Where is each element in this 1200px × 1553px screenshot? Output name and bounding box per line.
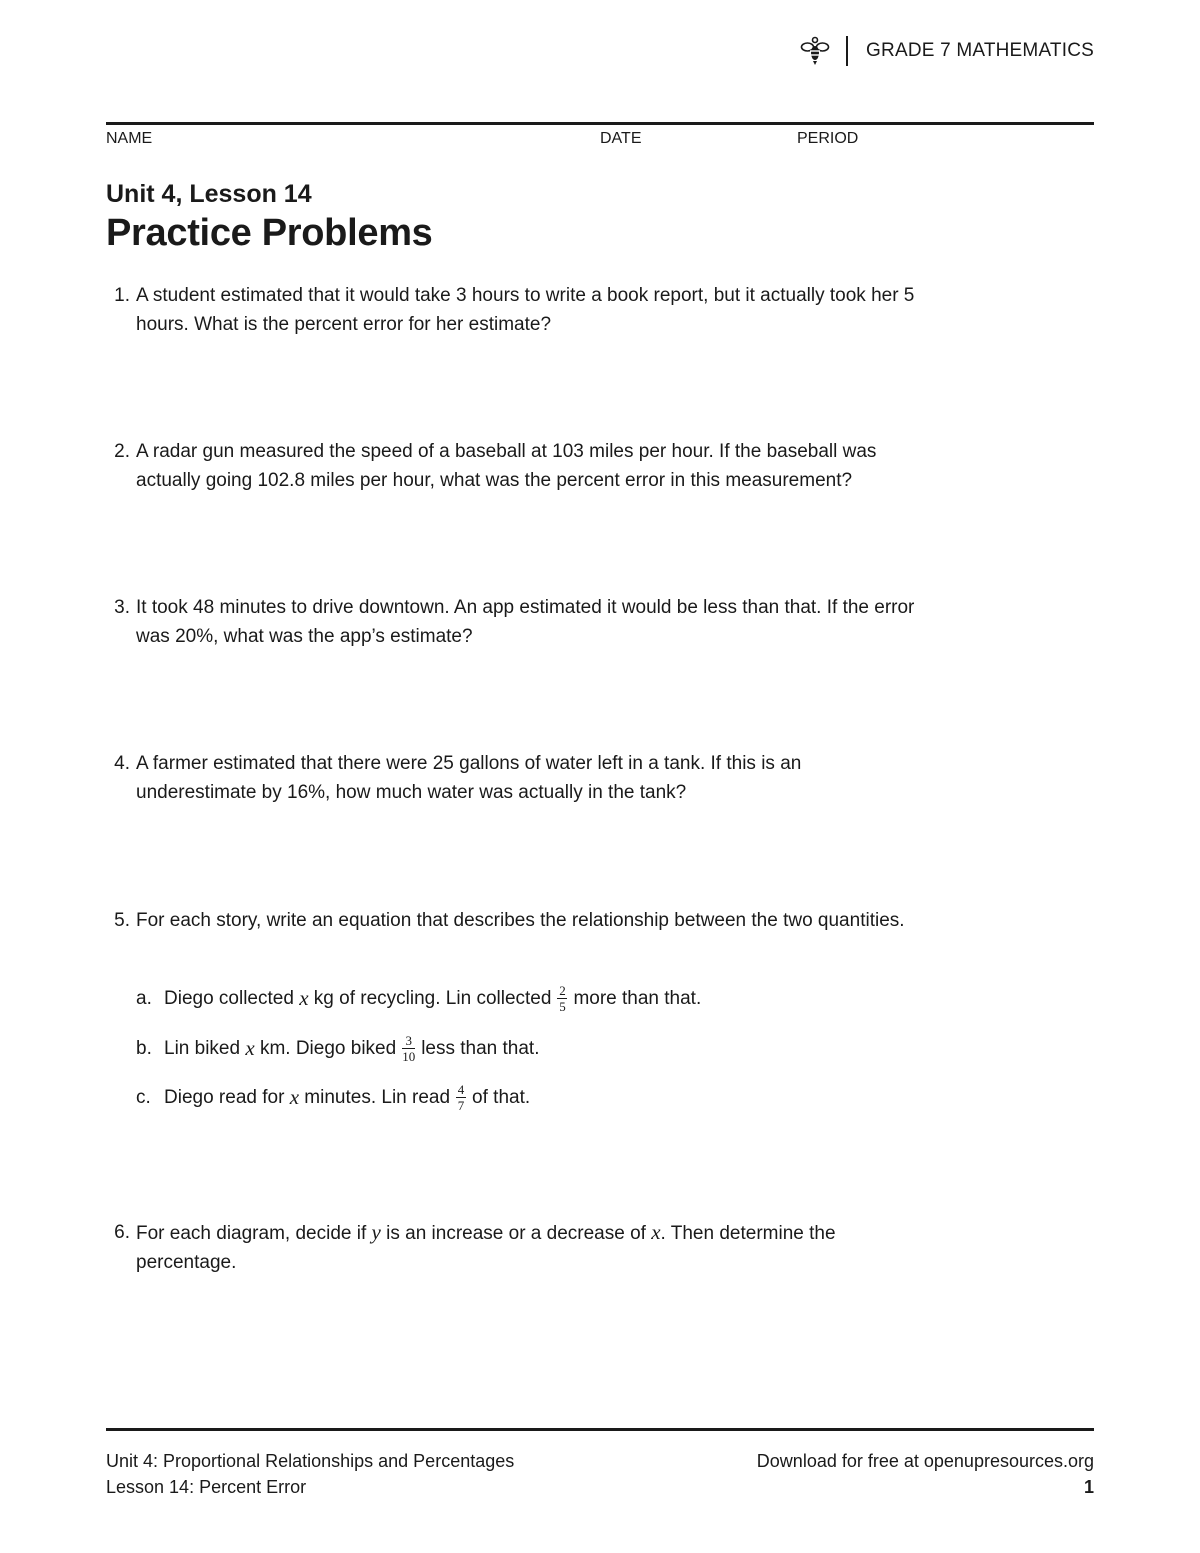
page-title: Practice Problems [106, 212, 433, 254]
fraction-denominator: 10 [402, 1049, 416, 1064]
problem-text-part: For each diagram, decide if [136, 1223, 372, 1244]
subpart-b [136, 1034, 539, 1063]
subpart-text: km. Diego biked [254, 1038, 397, 1059]
fraction-numerator: 2 [559, 983, 566, 998]
subpart-letter: a. [136, 988, 152, 1009]
fraction-denominator: 5 [559, 999, 566, 1014]
variable-x: x [299, 986, 309, 1010]
subpart-text: kg of recycling. Lin collected [308, 988, 552, 1009]
subpart-letter: c. [136, 1087, 151, 1108]
problem-2 [106, 437, 926, 495]
problem-text: It took 48 minutes to drive downtown. An app estimated it would be less than that. If the error was 20%, what was the app’s estimate? [136, 597, 915, 647]
fraction-numerator: 4 [457, 1082, 465, 1097]
variable-x: x [245, 1036, 255, 1060]
period-label: PERIOD [797, 130, 859, 147]
problem-text: A student estimated that it would take 3 hours to write a book report, but it actually took her 5 hours. What is the percent error for her estimate? [136, 285, 915, 335]
problem-number: 3. [114, 597, 130, 618]
footer-unit: Unit 4: Proportional Relationships and Percentages [106, 1451, 515, 1471]
subpart-letter: b. [136, 1038, 152, 1059]
subpart-text: minutes. Lin read [299, 1087, 451, 1108]
fraction [557, 984, 567, 1013]
problem-text: A radar gun measured the speed of a baseball at 103 miles per hour. If the baseball was actually going 102.8 miles per hour, what was the percent error in this measurement? [136, 441, 877, 491]
problem-1 [106, 281, 926, 339]
problem-number: 6. [114, 1222, 130, 1243]
subpart-text: less than that. [421, 1038, 540, 1059]
subpart-text: Lin biked [164, 1038, 246, 1059]
name-label: NAME [106, 130, 153, 147]
fraction-denominator: 7 [457, 1098, 465, 1113]
fraction [402, 1034, 415, 1063]
subpart-text: Diego read for [164, 1087, 290, 1108]
problem-number: 5. [114, 910, 130, 931]
date-label: DATE [600, 130, 642, 147]
variable-x: x [651, 1220, 661, 1244]
problem-6 [106, 1218, 926, 1277]
subpart-text: more than that. [573, 988, 702, 1009]
fraction [456, 1083, 466, 1112]
page-number: 1 [1083, 1477, 1094, 1497]
download-link[interactable]: Download for free at openupresources.org [756, 1451, 1094, 1471]
grade-label: GRADE 7 MATHEMATICS [866, 40, 1094, 61]
footer-right [757, 1448, 1094, 1500]
brand-divider [846, 36, 848, 66]
bottom-rule [106, 1428, 1094, 1431]
footer-lesson: Lesson 14: Percent Error [106, 1477, 307, 1497]
fraction-numerator: 3 [405, 1033, 412, 1048]
problem-4 [106, 749, 926, 807]
subpart-c [136, 1083, 530, 1112]
variable-x: x [289, 1085, 300, 1109]
top-rule [106, 122, 1094, 125]
problem-text [136, 1218, 926, 1277]
subpart-a [136, 984, 701, 1013]
unit-lesson-heading: Unit 4, Lesson 14 [106, 180, 312, 208]
problem-5 [106, 906, 926, 935]
problem-text: For each story, write an equation that describes the relationship between the two quantities. [136, 910, 905, 931]
problem-text-part: is an increase or a decrease of [380, 1223, 652, 1244]
problem-number: 4. [114, 753, 130, 774]
problem-number: 2. [114, 441, 130, 462]
footer-left [106, 1448, 514, 1500]
problem-text-part: . Then determine the percentage. [136, 1223, 836, 1273]
subpart-text: of that. [472, 1087, 531, 1108]
header-brand [800, 34, 1094, 68]
problem-number: 1. [114, 285, 130, 306]
problem-3 [106, 593, 926, 651]
problem-text: A farmer estimated that there were 25 gallons of water left in a tank. If this is an underestimate by 16%, how much water was actually in the tank? [136, 753, 802, 803]
subpart-text: Diego collected [164, 988, 300, 1009]
variable-y: y [371, 1220, 381, 1244]
bee-logo-icon [800, 36, 830, 66]
